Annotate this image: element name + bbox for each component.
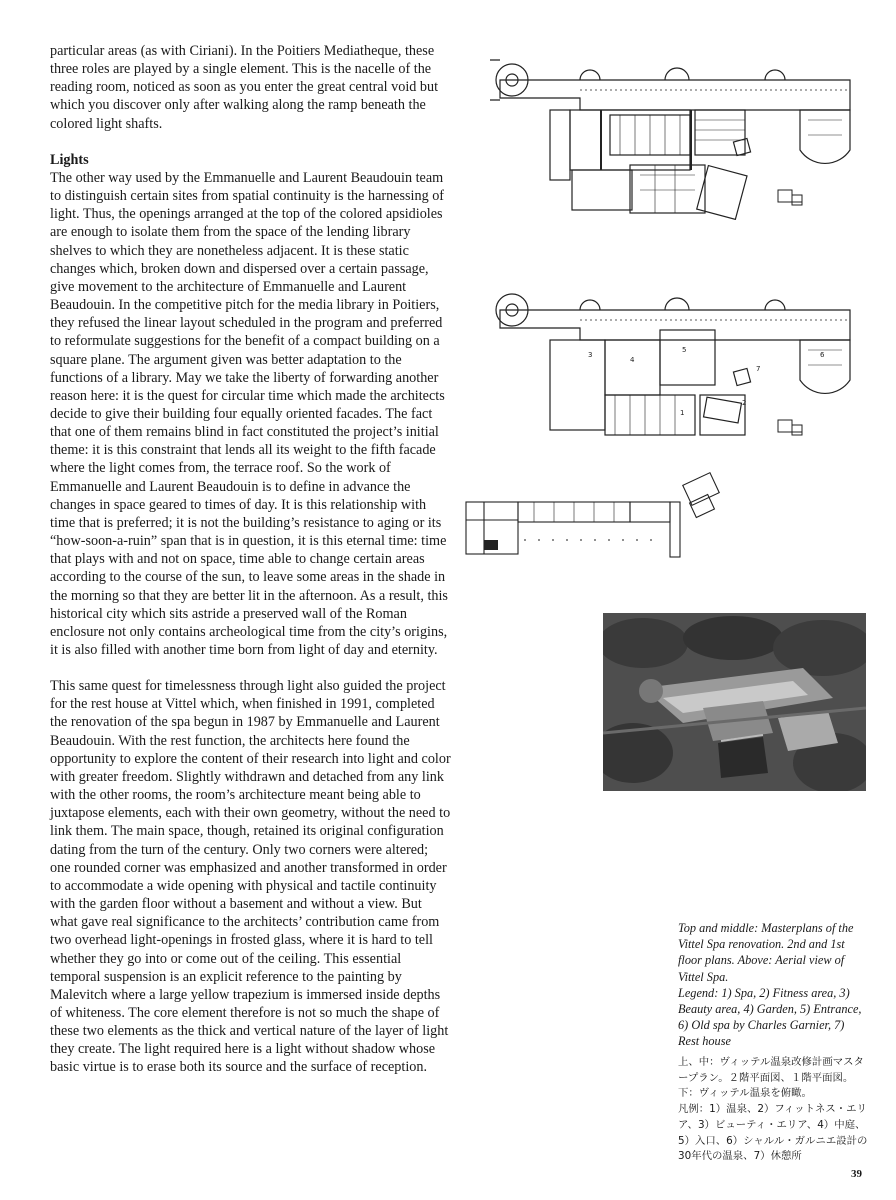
paragraph-lights: The other way used by the Emmanuelle and Laurent Beaudouin team to distinguish certain sites from spatial continuity is the harnessing of light. Thus, the openings arranged at the top of the colored apsidioles are enough to isolate them from the space of the lending library shelves to which they are nonetheless adjacent. It is these static changes which, broken down and dispersed over a certain passage, give movement to the architecture of Emmanuelle and Laurent Beaudouin. In the competitive pitch for the media library in Poitiers, they refused the linear layout scheduled in the program and preferred to reformulate suggestions for the benefit of a compact building on a square plane. The argument given was better adaptation to the functions of a library. May we take the liberty of forwarding another reason here: it is the quest for circular time which made the architects decide to give their building four equally oriented facades. The fact that one of them remains blind in fact constituted the project’s initial theme: it is this constraint that lends all its weight to the fifth facade where the light comes from, the terrace roof. So the work of Emmanuelle and Laurent Beaudouin is to define in advance the changes in space geared to times of day. It is this relationship with time that is preferred; it is not the building’s resistance to aging or its “how-soon-a-ruin” span that is in question, it is this eternal time: time that plays with and not on space, time able to change certain areas according to the course of the sun, to leave some areas in the shade in the morning so that they are better lit in the afternoon. As a result, this historical city which sits astride a preserved wall of the Roman enclosure not only contains archeological time from the city’s origins, it is also filled with another time born from light of day and eternity. [50,169,448,658]
main-text-column [50,42,452,1077]
plan-label-1: 1 [680,409,685,417]
plan-label-7: 7 [756,365,761,373]
aerial-photo-vittel-spa [603,613,866,791]
paragraph-intro: particular areas (as with Ciriani). In the Poitiers Mediatheque, these three roles are played by a single element. This is the nacelle of the reading room, noticed as soon as you enter the great central void but which you discover only after walking along the ramp beneath the colored light shafts. [50,43,439,132]
plan-label-5: 5 [682,346,687,354]
plan-label-3: 3 [588,351,593,359]
caption-english: Top and middle: Masterplans of the Vittel Spa renovation. 2nd and 1st floor plans. Above: Aerial view of Vittel Spa. Legend: 1) Spa, 2) Fitness area, 3) Beauty area, 4) Garden, 5) Entrance, 6) Old spa by Charles Garnier, 7) Rest house [678,921,862,1049]
caption-japanese: 上、中：ヴィッテル温泉改修計画マスタープラン。２階平面図、１階平面図。 下：ヴィッテル温泉を俯瞰。 凡例：1）温泉、2）フィットネス・エリア、3）ビューティ・エリア、4）中庭、5）入口、6）シャルル・ガルニエ設計の30年代の温泉、7）休憩所 [678,1056,868,1163]
plan-label-2: 2 [742,399,747,407]
section-heading-lights: Lights [50,151,89,168]
plan-label-4: 4 [630,356,635,364]
plan-label-6: 6 [820,351,825,359]
paragraph-vittel: This same quest for timelessness through light also guided the project for the rest house at Vittel which, when finished in 1991, completed the renovation of the spa begun in 1987 by Emmanuelle and Laurent Beaudouin. With the rest function, the architects here found the opportunity to explore the content of their research into light and color with greater freedom. Slightly withdrawn and detached from any link with the other rooms, the room’s architecture meant being able to juxtapose elements, each with their own geometry, without the need to link them. The main space, though, retained its original configuration dating from the turn of the century. Only two corners were altered; one rounded corner was emphasized and another transformed in order to accommodate a wide opening with physical and tactile continuity with the garden floor without a basement and without a view. But what gave real significance to the architects’ contribution came from two overhead light-openings in frosted glass, where it is hard to tell whether they go into or come out of the ceiling. This essential temporal suspension is an explicit reference to the painting by Malevitch where a large yellow trapezium is immersed inside depths of whiteness. The core element therefore is not so much the shape of these two elements as the thick and vertical nature of the layer of light they create. The light required here is a light without shadow whose basic virtue is to erase both its source and the surface of reception. [50,678,451,1076]
floor-plan-ground-strip [464,470,744,560]
floor-plan-1st [480,270,870,450]
page-number: 39 [851,1168,862,1180]
floor-plan-2nd [480,40,870,220]
